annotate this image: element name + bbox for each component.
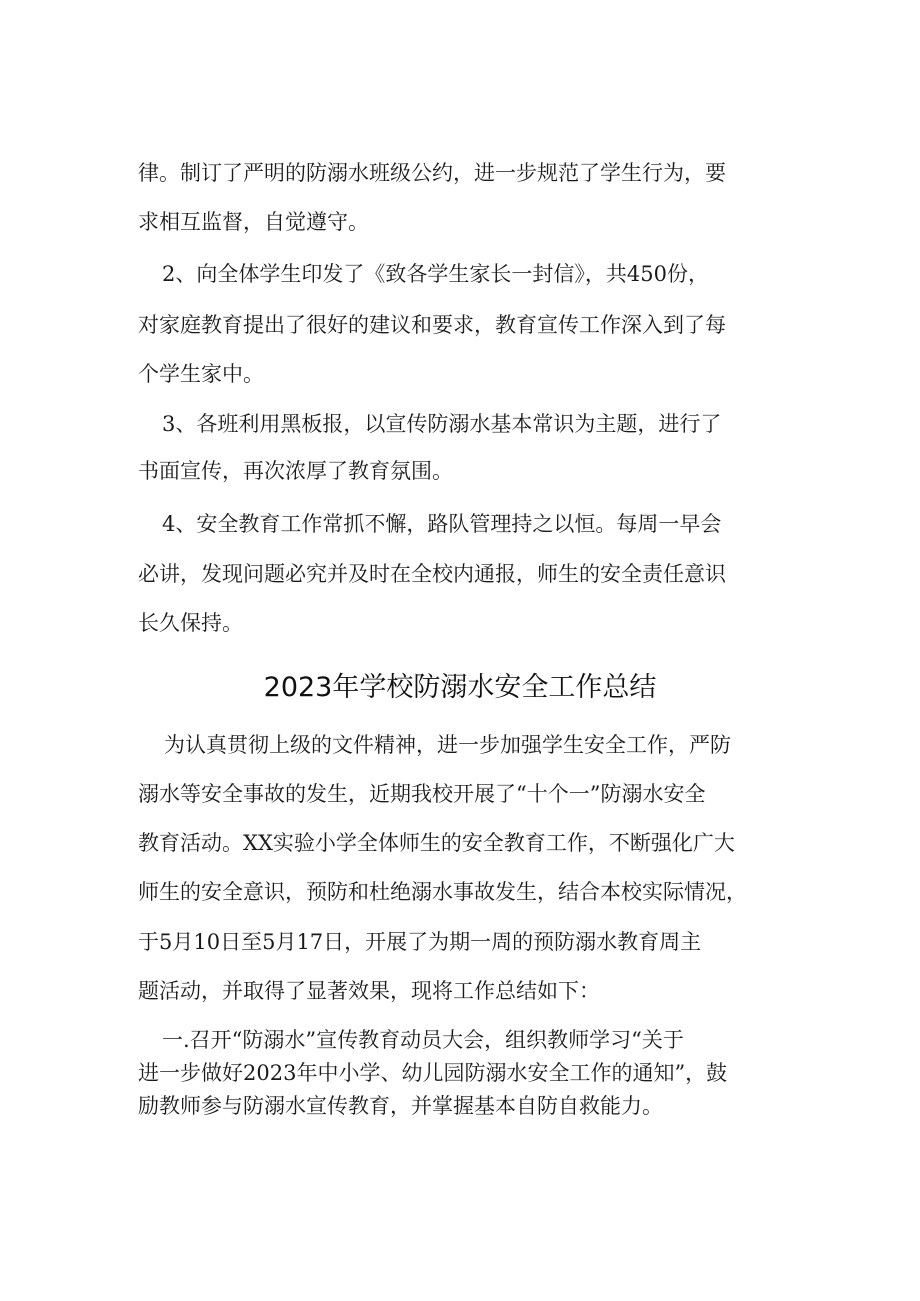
paragraph-line: 长久保持。 [138, 611, 243, 635]
paragraph-line: 必讲，发现问题必究并及时在全校内通报，师生的安全责任意识 [138, 562, 726, 586]
paragraph-line: 一.召开“防溺水”宣传教育动员大会，组织教师学习“关于 [162, 1028, 684, 1052]
paragraph-line: 励教师参与防溺水宣传教育，并掌握基本自防自救能力。 [138, 1094, 663, 1118]
paragraph-line: 个学生家中。 [138, 362, 264, 386]
paragraph-line: 师生的安全意识，预防和杜绝溺水事故发生，结合本校实际情况， [138, 880, 747, 904]
paragraph-line: 教育活动。XX实验小学全体师生的安全教育工作，不断强化广大 [138, 831, 735, 855]
paragraph-line: 对家庭教育提出了很好的建议和要求，教育宣传工作深入到了每 [138, 313, 726, 337]
paragraph-line: 2、向全体学生印发了《致各学生家长一封信》，共450份， [162, 262, 709, 286]
paragraph-line: 3、各班利用黑板报，以宣传防溺水基本常识为主题，进行了 [162, 412, 722, 436]
paragraph-line: 律。制订了严明的防溺水班级公约，进一步规范了学生行为，要 [138, 161, 726, 185]
paragraph-line: 为认真贯彻上级的文件精神，进一步加强学生安全工作，严防 [164, 733, 731, 757]
paragraph-line: 求相互监督，自觉遵守。 [138, 210, 369, 234]
paragraph-line: 溺水等安全事故的发生，近期我校开展了“十个一”防溺水安全 [138, 782, 706, 806]
document-title: 2023年学校防溺水安全工作总结 [263, 672, 657, 703]
paragraph-line: 书面宣传，再次浓厚了教育氛围。 [138, 459, 453, 483]
paragraph-line: 进一步做好2023年中小学、幼儿园防溺水安全工作的通知”，鼓 [138, 1061, 728, 1085]
paragraph-line: 于5月10日至5月17日，开展了为期一周的预防溺水教育周主 [138, 930, 702, 954]
paragraph-line: 题活动，并取得了显著效果，现将工作总结如下： [138, 979, 600, 1003]
paragraph-line: 4、安全教育工作常抓不懈，路队管理持之以恒。每周一早会 [162, 512, 722, 536]
